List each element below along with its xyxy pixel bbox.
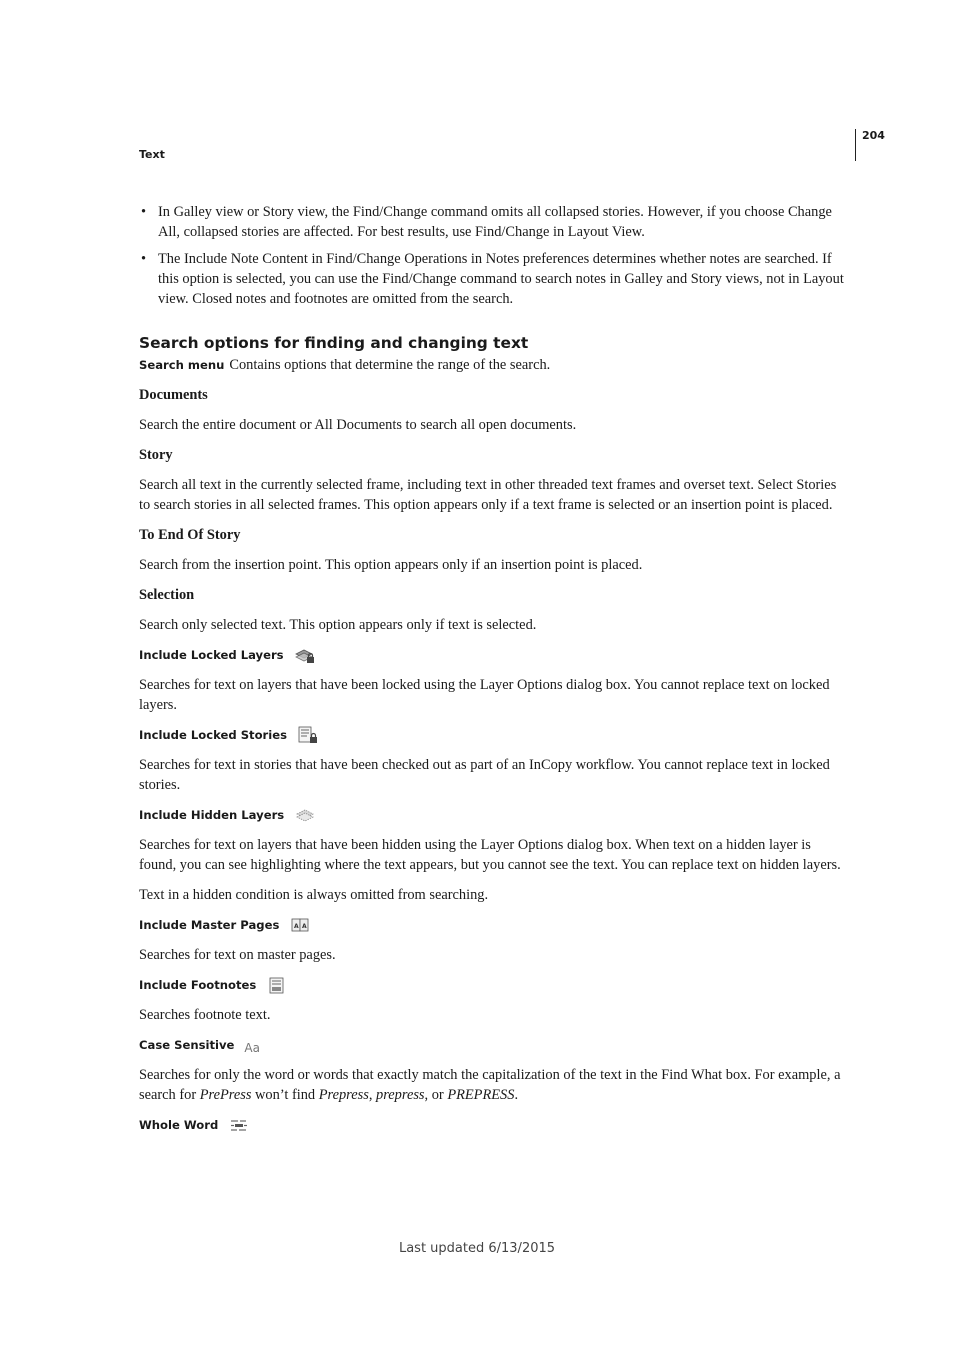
whole-word-icon: [228, 1116, 250, 1134]
svg-text:A: A: [302, 923, 308, 930]
hidden-layers-option: [139, 805, 851, 825]
example-prepress-upper: PREPRESS: [447, 1087, 515, 1103]
hidden-condition-text: Text in a hidden condition is always omitted from searching.: [139, 887, 489, 903]
locked-stories-icon: [297, 726, 319, 744]
selection-heading: Selection: [139, 587, 195, 603]
example-prepress-camel: PrePress: [199, 1087, 252, 1103]
bullet-text: The Include Note Content in Find/Change Operations in Notes preferences determines whether notes are searched. If this option is selected, you can use the Find/Change command to search notes in Galley and Story views, not in Layout view. Closed notes and footnotes are omitted from the search.: [158, 251, 844, 307]
whole-word-label: Whole Word: [139, 1118, 219, 1132]
section-title: Search options for finding and changing text: [139, 334, 529, 352]
case-sensitive-label: Case Sensitive: [139, 1038, 235, 1052]
to-end-heading: To End Of Story: [139, 527, 241, 543]
master-pages-label: Include Master Pages: [139, 918, 280, 932]
case-text-2: won’t find: [251, 1087, 319, 1103]
hidden-layers-icon: [294, 806, 316, 824]
case-sensitive-text: [139, 1065, 851, 1105]
case-end: .: [514, 1087, 519, 1103]
locked-layers-option: [139, 645, 851, 665]
page-number: 204: [862, 129, 885, 142]
search-menu-text: Contains options that determine the range of the search.: [229, 357, 551, 373]
running-head: Text: [139, 148, 165, 161]
whole-word-option: [139, 1115, 851, 1135]
master-pages-icon: [289, 916, 311, 934]
header-rule: [855, 129, 856, 161]
story-text: Search all text in the currently selected frame, including text in other threaded text frames and overset text. Select Stories to search stories in all selected frames. This option appears only if a text frame is selected or an insertion point is placed.: [139, 477, 837, 513]
search-menu-term: Search menu: [139, 358, 225, 372]
locked-stories-option: [139, 725, 851, 745]
to-end-text: Search from the insertion point. This option appears only if an insertion point is placed.: [139, 557, 643, 573]
bullet-list: [139, 202, 851, 309]
hidden-layers-label: Include Hidden Layers: [139, 808, 285, 822]
locked-stories-label: Include Locked Stories: [139, 728, 288, 742]
example-prepress-title: Prepress: [318, 1087, 369, 1103]
case-sensitive-icon: Aa: [244, 1041, 260, 1055]
master-pages-option: [139, 915, 851, 935]
footer-last-updated: Last updated 6/13/2015: [398, 1241, 556, 1256]
example-prepress-lower: prepress: [376, 1087, 425, 1103]
case-text-1: Searches for only the word or words that exactly match the capitalization of the text in the Find What box. For example, a search for: [139, 1067, 841, 1103]
page-content: [139, 202, 851, 1135]
footnotes-label: Include Footnotes: [139, 978, 257, 992]
bullet-text: In Galley view or Story view, the Find/Change command omits all collapsed stories. However, if you choose Change All, collapsed stories are affected. For best results, use Find/Change in Layout View.: [158, 204, 832, 240]
bullet-item: • The Include Note Content in Find/Change Operations in Notes preferences determines whether notes are searched. If this option is selected, you can use the Find/Change command to search notes in Galley and Story views, not in Layout view. Closed notes and footnotes are omitted from the search.: [141, 251, 844, 307]
footnotes-icon: [266, 976, 288, 994]
case-sensitive-option: [139, 1035, 851, 1055]
locked-stories-text: Searches for text in stories that have been checked out as part of an InCopy workflow. You cannot replace text in locked stories.: [139, 757, 830, 793]
bullet-item: • In Galley view or Story view, the Find/Change command omits all collapsed stories. However, if you choose Change All, collapsed stories are affected. For best results, use Find/Change in Layout View.: [141, 204, 832, 240]
case-sep-2: , or: [424, 1087, 448, 1103]
svg-text:A: A: [294, 923, 300, 930]
search-menu-paragraph: [139, 355, 851, 375]
footnotes-option: [139, 975, 851, 995]
case-sep-1: ,: [368, 1087, 377, 1103]
master-pages-text: Searches for text on master pages.: [139, 947, 336, 963]
documents-text: Search the entire document or All Documents to search all open documents.: [139, 417, 577, 433]
story-heading: Story: [139, 447, 173, 463]
locked-layers-icon: [294, 646, 316, 664]
selection-text: Search only selected text. This option appears only if text is selected.: [139, 617, 537, 633]
footnotes-text: Searches footnote text.: [139, 1007, 271, 1023]
locked-layers-text: Searches for text on layers that have been locked using the Layer Options dialog box. You cannot replace text on locked layers.: [139, 677, 830, 713]
locked-layers-label: Include Locked Layers: [139, 648, 284, 662]
documents-heading: Documents: [139, 387, 208, 403]
hidden-layers-text: Searches for text on layers that have been hidden using the Layer Options dialog box. When text on a hidden layer is found, you can see highlighting where the text appears, but you cannot see the text. You can replace text on hidden layers.: [139, 837, 841, 873]
